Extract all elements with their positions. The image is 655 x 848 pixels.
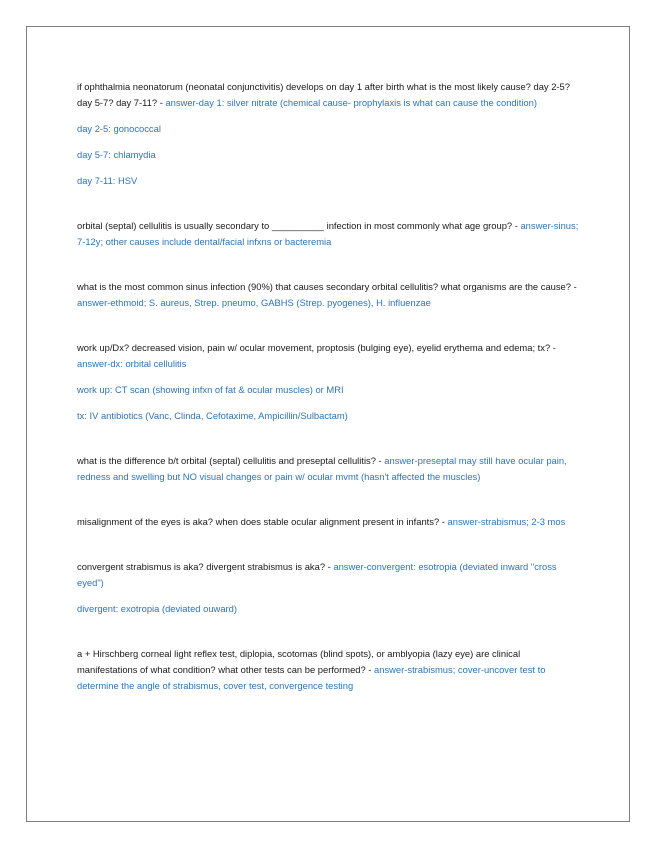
answer-1-line-3: day 5-7: chlamydia <box>77 149 156 160</box>
qa-block-8 <box>77 646 582 694</box>
qa-block-5 <box>77 453 582 485</box>
spacer <box>77 199 582 218</box>
qa-block-1 <box>77 79 582 189</box>
question-8: a + Hirschberg corneal light reflex test, diplopia, scotomas (blind spots), or amblyopia (lazy eye) are clinical manifestations of what condition? what other tests can be performed? - answer-strabismus; cover-uncover test to determine the angle of strabismus, cover test, convergence testing <box>77 648 546 691</box>
answer-7: answer-convergent: esotropia (deviated inward "cross eyed") <box>77 561 557 588</box>
question-5: what is the difference b/t orbital (septal) cellulitis and preseptal cellulitis? - answer-preseptal may still have ocular pain, redness and swelling but NO visual changes or pain w/ ocular mvmt (hasn't affected the muscles) <box>77 455 567 482</box>
spacer <box>77 540 582 559</box>
question-7: convergent strabismus is aka? divergent strabismus is aka? - answer-convergent: esotropia (deviated inward "cross eyed") <box>77 561 557 588</box>
answer-7-line-2: divergent: exotropia (deviated ouward) <box>77 603 237 614</box>
answer-4: answer-dx: orbital cellulitis <box>77 358 187 369</box>
answer-4-line-3: tx: IV antibiotics (Vanc, Clinda, Cefotaxime, Ampicillin/Sulbactam) <box>77 410 348 421</box>
question-6: misalignment of the eyes is aka? when does stable ocular alignment present in infants? - answer-strabismus; 2-3 mos <box>77 516 566 527</box>
question-3: what is the most common sinus infection (90%) that causes secondary orbital cellulitis? what organisms are the cause? - answer-ethmoid; S. aureus, Strep. pneumo, GABHS (Strep. pyogenes), H. influenzae <box>77 281 577 308</box>
document-content <box>77 79 582 704</box>
spacer <box>77 627 582 646</box>
answer-2: answer-sinus; 7-12y; other causes include dental/facial infxns or bacteremia <box>77 220 579 247</box>
answer-6: answer-strabismus; 2-3 mos <box>447 516 566 527</box>
answer-8: answer-strabismus; cover-uncover test to determine the angle of strabismus, cover test, convergence testing <box>77 664 546 691</box>
answer-1: answer-day 1: silver nitrate (chemical cause- prophylaxis is what can cause the condition) <box>165 97 537 108</box>
question-2: orbital (septal) cellulitis is usually secondary to __________ infection in most commonly what age group? - answer-sinus; 7-12y; other causes include dental/facial infxns or bacteremia <box>77 220 579 247</box>
document-page <box>26 26 630 822</box>
spacer <box>77 260 582 279</box>
answer-5: answer-preseptal may still have ocular pain, redness and swelling but NO visual changes or pain w/ ocular mvmt (hasn't affected the muscles) <box>77 455 567 482</box>
answer-3: answer-ethmoid; S. aureus, Strep. pneumo, GABHS (Strep. pyogenes), H. influenzae <box>77 297 431 308</box>
answer-4-line-2: work up: CT scan (showing infxn of fat & ocular muscles) or MRI <box>77 384 344 395</box>
qa-block-4 <box>77 340 582 424</box>
spacer <box>77 495 582 514</box>
spacer <box>77 321 582 340</box>
qa-block-7 <box>77 559 582 617</box>
qa-block-6 <box>77 514 582 530</box>
question-4: work up/Dx? decreased vision, pain w/ ocular movement, proptosis (bulging eye), eyelid erythema and edema; tx? - answer-dx: orbital cellulitis <box>77 342 556 369</box>
question-1: if ophthalmia neonatorum (neonatal conjunctivitis) develops on day 1 after birth what is the most likely cause? day 2-5? day 5-7? day 7-11? - answer-day 1: silver nitrate (chemical cause- prophylaxis is what can cause the condition) <box>77 81 570 108</box>
qa-block-2 <box>77 218 582 250</box>
answer-1-line-2: day 2-5: gonococcal <box>77 123 161 134</box>
spacer <box>77 434 582 453</box>
qa-block-3 <box>77 279 582 311</box>
answer-1-line-4: day 7-11: HSV <box>77 175 138 186</box>
